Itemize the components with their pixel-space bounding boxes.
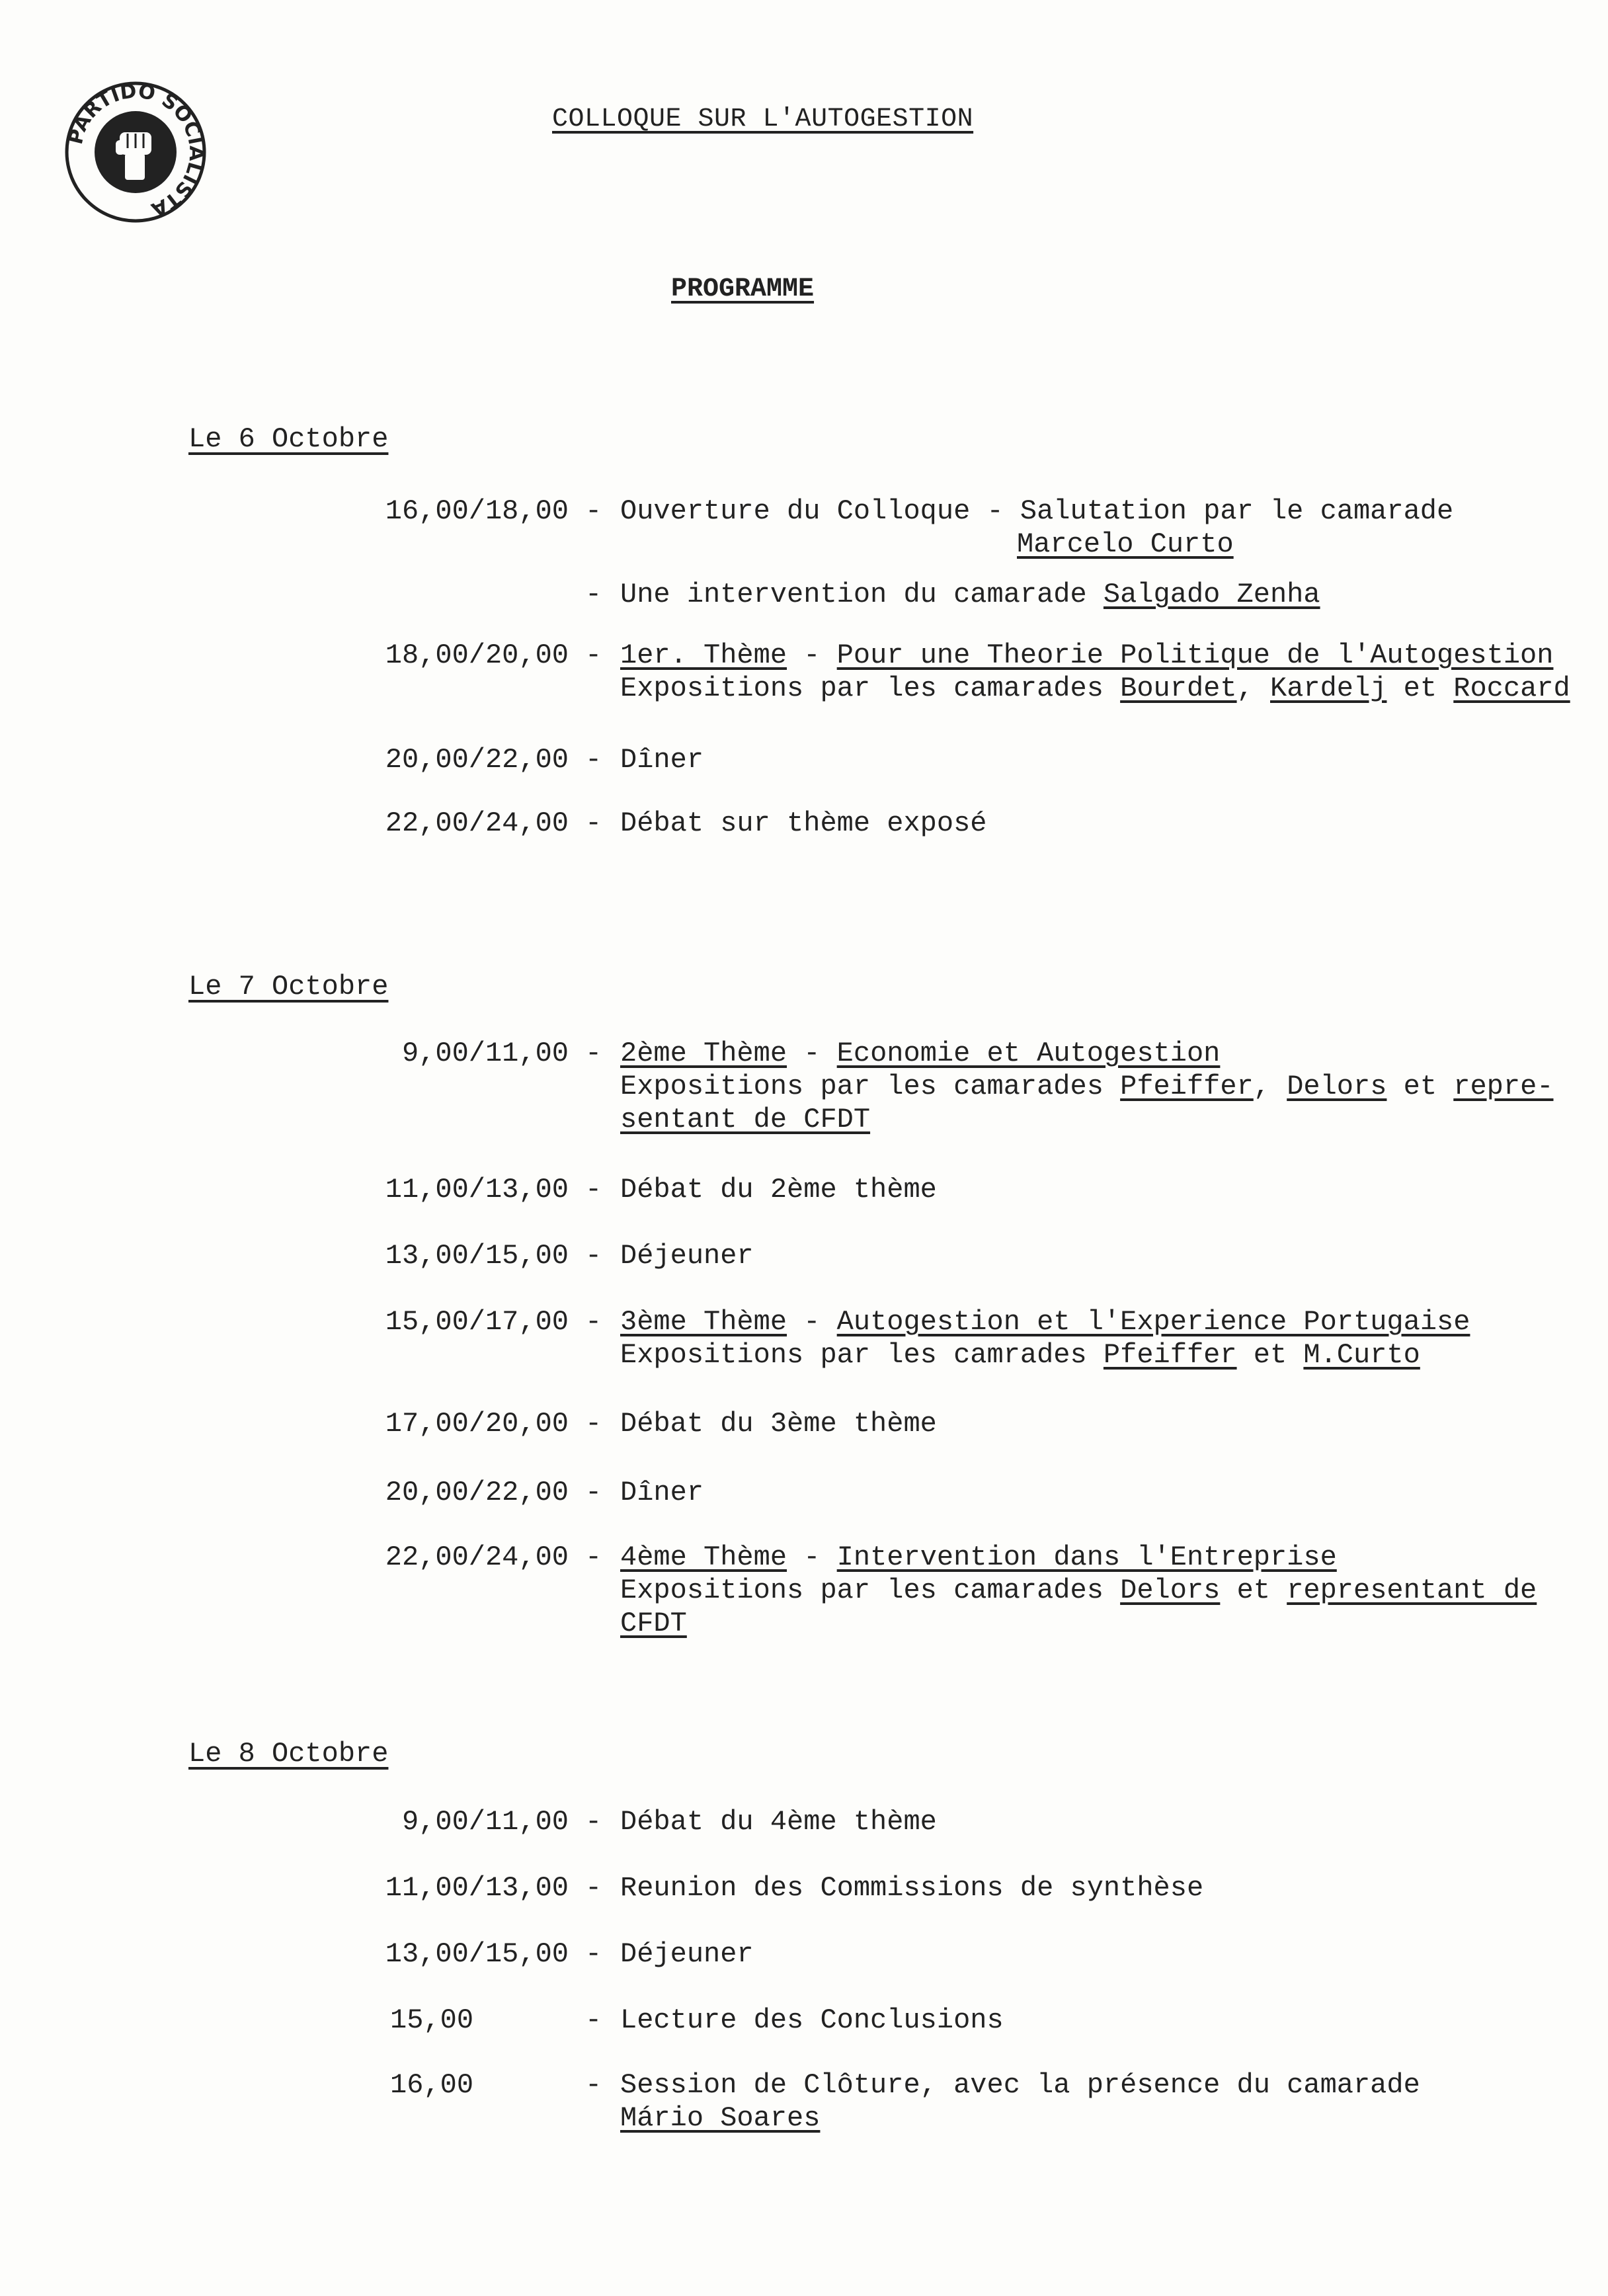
entry-line [620, 1871, 1203, 1905]
entry-time: 15,00 [390, 2004, 474, 2036]
entry-line [620, 2004, 1004, 2037]
entry-line [620, 1103, 870, 1136]
underlined-text: 2ème Thème [620, 1038, 787, 1069]
underlined-text: CFDT [620, 1608, 687, 1639]
entry-dash: - [585, 1306, 602, 1338]
underlined-text: Economie et Autogestion [836, 1038, 1221, 1069]
underlined-text: Salgado Zenha [1103, 579, 1320, 610]
entry-time: 13,00/15,00 [385, 1240, 569, 1272]
entry-text: Session de Clôture, avec la présence du camarade [620, 2069, 1420, 2101]
underlined-text: Roccard [1453, 673, 1570, 704]
entry-dash: - [585, 744, 602, 776]
entry-text: - [787, 1306, 837, 1338]
entry-time: 20,00/22,00 [385, 1477, 569, 1508]
programme-heading: PROGRAMME [671, 274, 815, 304]
entry-line [620, 1607, 687, 1640]
entry-text: et [1387, 673, 1454, 704]
entry-dash: - [585, 1541, 602, 1573]
svg-text:PARTIDO SOCIALISTA: PARTIDO SOCIALISTA [63, 79, 208, 222]
entry-line [620, 2069, 1420, 2102]
entry-dash: - [585, 1038, 602, 1069]
entry-text: Débat sur thème exposé [620, 807, 987, 839]
underlined-text: Marcelo Curto [1017, 528, 1234, 560]
entry-text: Dîner [620, 1477, 704, 1508]
underlined-text: Delors [1287, 1071, 1387, 1102]
entry-time: 18,00/20,00 [385, 639, 569, 671]
entry-line [620, 1305, 1470, 1338]
entry-time: 22,00/24,00 [385, 807, 569, 839]
entry-time: 9,00/11,00 [401, 1806, 569, 1838]
entry-line [620, 1407, 937, 1440]
entry-line [620, 672, 1570, 705]
entry-text: Débat du 3ème thème [620, 1408, 937, 1440]
underlined-text: Intervention dans l'Entreprise [836, 1541, 1337, 1573]
entry-dash: - [585, 2004, 602, 2036]
underlined-text: Delors [1120, 1575, 1221, 1606]
entry-line [620, 1173, 937, 1206]
entry-line [620, 1239, 754, 1272]
entry-line [620, 743, 704, 776]
entry-line [620, 1541, 1337, 1574]
entry-text: Débat du 2ème thème [620, 1174, 937, 1206]
entry-text: et [1387, 1071, 1454, 1102]
entry-line [620, 2102, 820, 2135]
entry-time: 13,00/15,00 [385, 1938, 569, 1970]
entry-text: Expositions par les camarades [620, 673, 1121, 704]
entry-text: Reunion des Commissions de synthèse [620, 1872, 1204, 1904]
entry-line [620, 578, 1320, 611]
entry-time: 16,00 [390, 2069, 474, 2101]
entry-time: 17,00/20,00 [385, 1408, 569, 1440]
entry-text: , [1253, 1071, 1287, 1102]
underlined-text: 4ème Thème [620, 1541, 787, 1573]
entry-time: 16,00/18,00 [385, 495, 569, 527]
entry-dash: - [585, 1408, 602, 1440]
entry-line [620, 1070, 1553, 1103]
underlined-text: representant de [1287, 1575, 1537, 1606]
entry-text: Lecture des Conclusions [620, 2004, 1004, 2036]
underlined-text: repre- [1453, 1071, 1554, 1102]
entry-dash: - [585, 639, 602, 671]
entry-text: - [787, 639, 837, 671]
entry-text: Déjeuner [620, 1240, 754, 1272]
entry-text: Expositions par les camarades [620, 1575, 1121, 1606]
underlined-text: 3ème Thème [620, 1306, 787, 1338]
entry-text: Débat du 4ème thème [620, 1806, 937, 1838]
entry-line [620, 1938, 754, 1971]
underlined-text: Autogestion et l'Experience Portugaise [836, 1306, 1470, 1338]
underlined-text: Pfeiffer [1103, 1339, 1237, 1371]
entry-time: 20,00/22,00 [385, 744, 569, 776]
entry-text: et [1220, 1575, 1287, 1606]
entry-dash: - [585, 2069, 602, 2101]
entry-line [620, 1037, 1220, 1070]
entry-dash: - [585, 1806, 602, 1838]
entry-time: 11,00/13,00 [385, 1872, 569, 1904]
entry-dash: - [585, 1938, 602, 1970]
entry-time: 11,00/13,00 [385, 1174, 569, 1206]
entry-dash: - [585, 1240, 602, 1272]
entry-time: 15,00/17,00 [385, 1306, 569, 1338]
entry-line [620, 1805, 937, 1838]
entry-line [620, 1574, 1537, 1607]
underlined-text: sentant de CFDT [620, 1104, 871, 1135]
entry-text: Une intervention du camarade [620, 579, 1104, 610]
entry-text: Dîner [620, 744, 704, 776]
entry-dash: - [585, 495, 602, 527]
entry-dash: - [585, 1477, 602, 1508]
underlined-text: Pfeiffer [1120, 1071, 1254, 1102]
entry-line [620, 807, 987, 840]
entry-line [620, 1476, 704, 1509]
entry-dash: - [585, 1872, 602, 1904]
entry-line [620, 528, 1234, 561]
entry-time: 9,00/11,00 [401, 1038, 569, 1069]
underlined-text: M.Curto [1303, 1339, 1420, 1371]
partido-socialista-logo [63, 79, 208, 225]
day-heading: Le 7 Octobre [188, 971, 389, 1003]
underlined-text: Mário Soares [620, 2102, 821, 2134]
entry-line [620, 1338, 1420, 1372]
entry-text: Expositions par les camarades [620, 1071, 1121, 1102]
entry-text: - [787, 1038, 837, 1069]
underlined-text: Kardelj [1269, 673, 1387, 704]
day-heading: Le 6 Octobre [188, 423, 389, 455]
entry-text: , [1236, 673, 1270, 704]
entry-text: Expositions par les camrades [620, 1339, 1104, 1371]
document-title: COLLOQUE SUR L'AUTOGESTION [552, 104, 974, 134]
day-heading: Le 8 Octobre [188, 1738, 389, 1770]
entry-text: - [787, 1541, 837, 1573]
entry-time: 22,00/24,00 [385, 1541, 569, 1573]
entry-dash: - [585, 1174, 602, 1206]
entry-text: Ouverture du Colloque - Salutation par le camarade [620, 495, 1454, 527]
entry-text: Déjeuner [620, 1938, 754, 1970]
underlined-text: Pour une Theorie Politique de l'Autogestion [836, 639, 1554, 671]
entry-line [620, 495, 1453, 528]
entry-line [620, 639, 1553, 672]
underlined-text: Bourdet [1120, 673, 1237, 704]
entry-text: et [1236, 1339, 1304, 1371]
underlined-text: 1er. Thème [620, 639, 787, 671]
entry-dash: - [585, 579, 602, 610]
entry-dash: - [585, 807, 602, 839]
